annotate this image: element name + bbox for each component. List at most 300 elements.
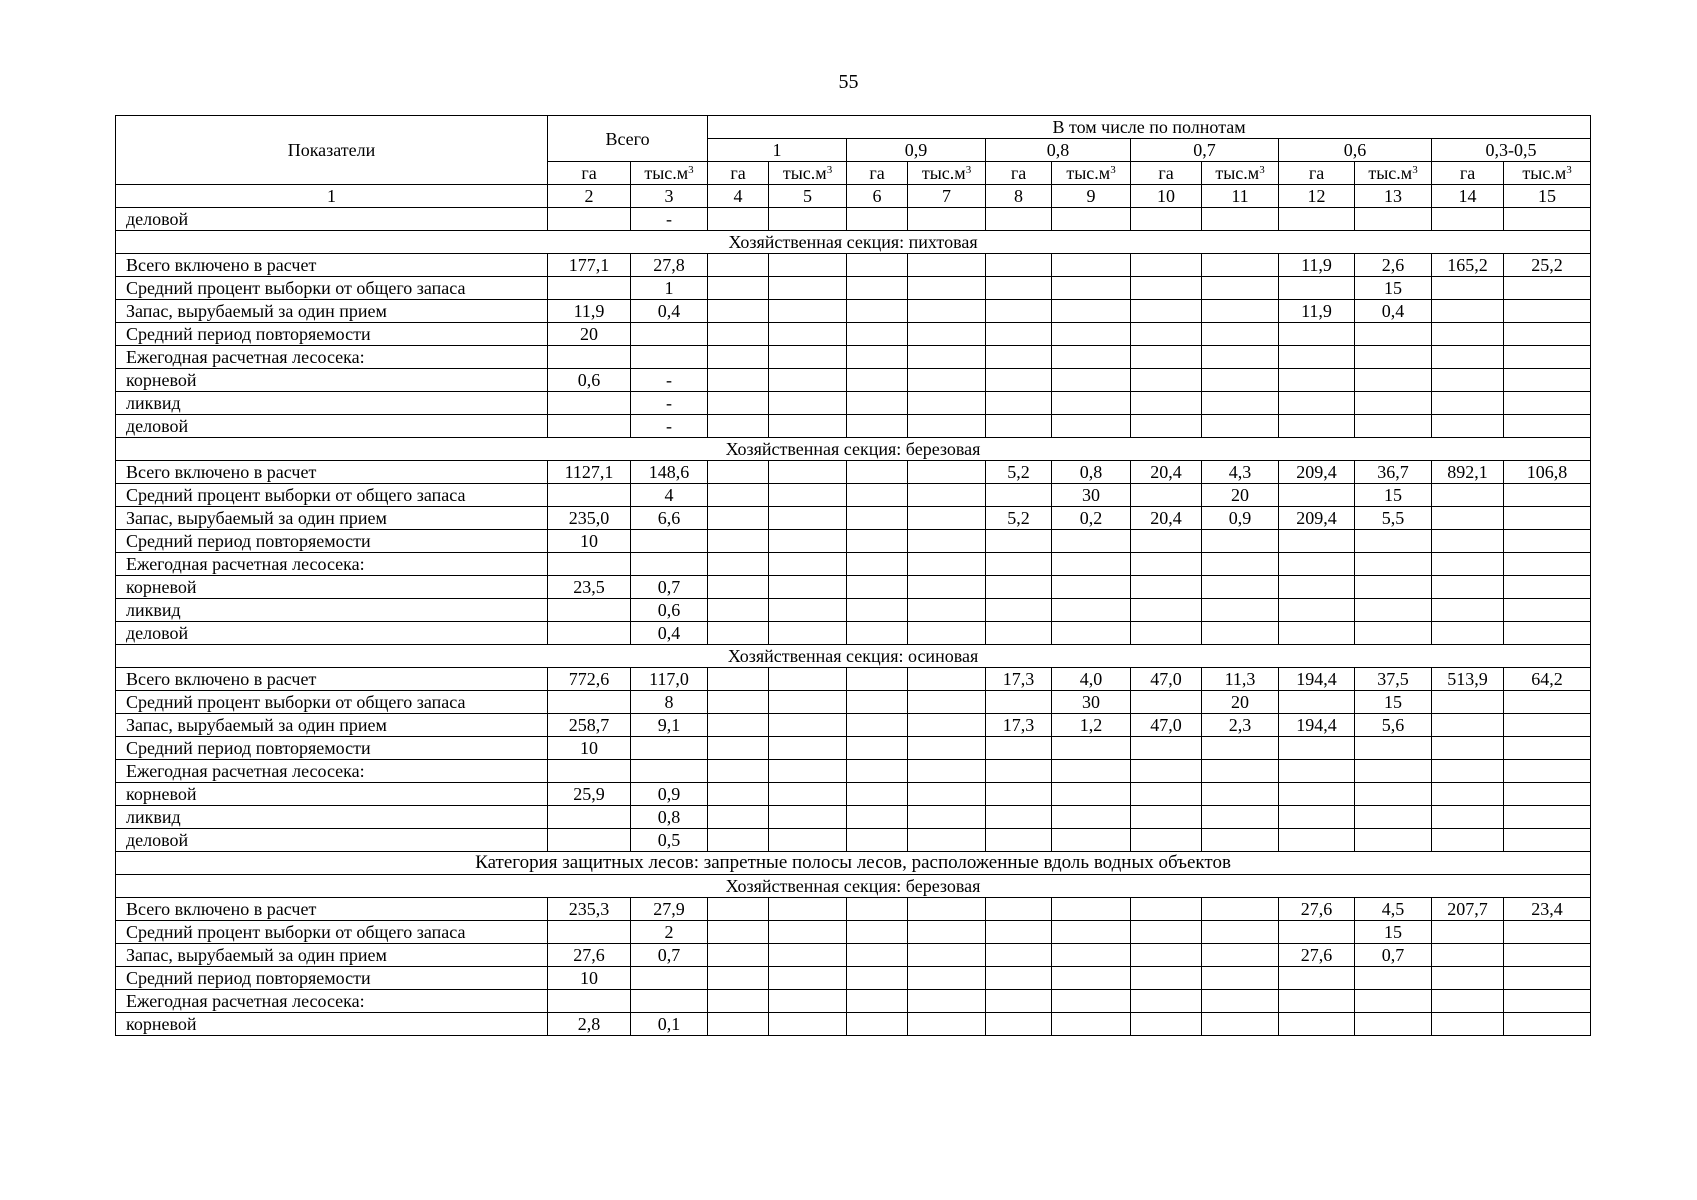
column-number: 5 [769,185,847,208]
table-cell [1355,208,1432,231]
table-cell [708,898,769,921]
row-label: Ежегодная расчетная лесосека: [116,990,548,1013]
table-cell [847,921,908,944]
table-row [116,898,1591,921]
table-cell: 258,7 [548,714,631,737]
table-cell [1279,806,1355,829]
row-label: ликвид [116,392,548,415]
row-label: корневой [116,576,548,599]
table-cell [769,484,847,507]
table-cell [1279,760,1355,783]
table-cell: 106,8 [1504,461,1591,484]
table-cell [1052,967,1131,990]
row-label: Запас, вырубаемый за один прием [116,507,548,530]
unit-thousand-m3-header [1504,162,1591,185]
table-cell: 36,7 [1355,461,1432,484]
table-cell [769,346,847,369]
table-cell [1052,277,1131,300]
table-cell [1355,415,1432,438]
table-cell [1202,806,1279,829]
table-cell [548,760,631,783]
table-cell [1202,392,1279,415]
table-cell: 4,5 [1355,898,1432,921]
table-row [116,622,1591,645]
table-cell [708,921,769,944]
table-cell [1432,208,1504,231]
table-cell: 0,7 [1355,944,1432,967]
density-header: 0,3-0,5 [1432,139,1591,162]
column-number: 3 [631,185,708,208]
table-cell [769,392,847,415]
table-cell [1432,507,1504,530]
table-cell [986,369,1052,392]
row-label: Средний период повторяемости [116,323,548,346]
table-cell [1504,714,1591,737]
table-cell [986,783,1052,806]
table-cell [1202,898,1279,921]
table-cell [1131,300,1202,323]
table-cell [908,323,986,346]
table-cell [908,277,986,300]
table-cell [769,1013,847,1036]
table-cell [908,990,986,1013]
table-cell [1131,921,1202,944]
table-cell [1202,277,1279,300]
table-cell [769,944,847,967]
table-cell [1504,990,1591,1013]
table-cell [908,760,986,783]
table-cell: 2 [631,921,708,944]
table-cell [986,829,1052,852]
table-cell [847,484,908,507]
table-cell [1355,576,1432,599]
row-label: Средний период повторяемости [116,530,548,553]
table-cell [708,622,769,645]
section-row [116,875,1591,898]
table-cell [1355,323,1432,346]
table-cell [708,691,769,714]
table-cell [1131,369,1202,392]
table-cell [847,208,908,231]
table-cell [708,300,769,323]
table-cell [1202,990,1279,1013]
table-cell [548,208,631,231]
table-cell [1504,967,1591,990]
unit-ha-header: га [1432,162,1504,185]
table-row [116,737,1591,760]
unit-superscript: 3 [1412,164,1418,176]
table-cell [1202,254,1279,277]
table-cell [1052,806,1131,829]
table-cell [1131,737,1202,760]
table-cell [908,300,986,323]
table-cell: 20 [548,323,631,346]
column-number: 10 [1131,185,1202,208]
table-cell [1432,806,1504,829]
table-cell: 0,8 [1052,461,1131,484]
table-cell [986,737,1052,760]
table-cell: 194,4 [1279,714,1355,737]
table-cell [908,346,986,369]
table-cell [548,990,631,1013]
table-cell [1355,829,1432,852]
section-title: Хозяйственная секция: осиновая [116,645,1591,668]
table-cell [1131,277,1202,300]
table-cell [1432,944,1504,967]
table-cell: 11,9 [1279,254,1355,277]
table-row [116,990,1591,1013]
table-cell [847,990,908,1013]
table-cell [1355,760,1432,783]
table-cell: 4 [631,484,708,507]
table-cell [548,484,631,507]
table-cell [1432,346,1504,369]
table-cell [908,944,986,967]
table-cell: 0,7 [631,576,708,599]
table-row [116,576,1591,599]
table-cell [1504,622,1591,645]
table-row [116,300,1591,323]
table-cell: 47,0 [1131,714,1202,737]
table-cell: 892,1 [1432,461,1504,484]
table-cell [1202,599,1279,622]
table-cell [986,254,1052,277]
row-label: Всего включено в расчет [116,254,548,277]
table-cell [1504,369,1591,392]
table-cell: 0,5 [631,829,708,852]
table-cell [1202,967,1279,990]
table-cell [1131,898,1202,921]
table-cell [908,553,986,576]
table-cell [847,530,908,553]
table-cell: - [631,208,708,231]
table-cell [769,622,847,645]
column-number: 14 [1432,185,1504,208]
table-cell [708,829,769,852]
table-cell [847,714,908,737]
table-cell [1432,737,1504,760]
row-label: деловой [116,208,548,231]
table-cell: 207,7 [1432,898,1504,921]
table-cell: 165,2 [1432,254,1504,277]
table-cell [769,921,847,944]
table-cell [631,737,708,760]
table-cell [769,806,847,829]
table-cell [847,1013,908,1036]
table-cell: 10 [548,737,631,760]
table-cell [1355,990,1432,1013]
table-cell [1279,484,1355,507]
table-cell [708,553,769,576]
table-cell [1052,323,1131,346]
table-cell [1131,576,1202,599]
table-cell [769,576,847,599]
table-cell: 513,9 [1432,668,1504,691]
table-cell [769,829,847,852]
table-cell [1355,530,1432,553]
table-cell [708,944,769,967]
table-cell [908,415,986,438]
table-cell: 23,5 [548,576,631,599]
table-cell [708,369,769,392]
section-row [116,438,1591,461]
table-cell: 20,4 [1131,461,1202,484]
table-cell [908,691,986,714]
unit-thousand-m-text: тыс.м [1215,163,1260,183]
row-label: Средний процент выборки от общего запаса [116,277,548,300]
table-cell [1052,921,1131,944]
unit-superscript: 3 [965,164,972,176]
table-cell [708,254,769,277]
row-label: Всего включено в расчет [116,898,548,921]
unit-ha-header: га [708,162,769,185]
table-cell [1131,990,1202,1013]
table-cell [1279,737,1355,760]
table-cell [1355,553,1432,576]
table-cell: 15 [1355,277,1432,300]
table-cell: 5,5 [1355,507,1432,530]
table-cell [548,691,631,714]
table-cell [1131,806,1202,829]
table-cell: 0,4 [1355,300,1432,323]
table-cell [1131,346,1202,369]
table-cell [908,737,986,760]
table-cell [986,530,1052,553]
table-cell [986,622,1052,645]
row-label: Средний период повторяемости [116,737,548,760]
table-cell [1131,783,1202,806]
table-cell [908,967,986,990]
table-cell [548,829,631,852]
table-cell [908,829,986,852]
table-cell [908,530,986,553]
table-cell [847,599,908,622]
table-cell: 0,6 [548,369,631,392]
table-cell [1279,1013,1355,1036]
table-cell [1504,806,1591,829]
unit-superscript: 3 [826,164,833,176]
table-cell [769,668,847,691]
table-cell: 27,6 [1279,944,1355,967]
table-cell: 17,3 [986,668,1052,691]
table-row [116,369,1591,392]
table-cell [1432,1013,1504,1036]
table-cell: 0,2 [1052,507,1131,530]
table-cell: 209,4 [1279,507,1355,530]
row-label: корневой [116,369,548,392]
table-cell [1202,369,1279,392]
table-cell [1202,346,1279,369]
table-cell [1279,967,1355,990]
table-cell [986,967,1052,990]
table-cell [769,530,847,553]
table-cell [769,691,847,714]
table-cell [1052,346,1131,369]
table-cell [1355,622,1432,645]
table-cell [847,806,908,829]
table-cell [1432,392,1504,415]
table-cell: 235,0 [548,507,631,530]
table-cell: 20,4 [1131,507,1202,530]
table-cell [1355,1013,1432,1036]
table-cell [1504,323,1591,346]
table-cell [1504,415,1591,438]
table-cell [1279,691,1355,714]
table-cell [908,898,986,921]
row-label: Ежегодная расчетная лесосека: [116,760,548,783]
table-cell: 1127,1 [548,461,631,484]
table-cell [1052,415,1131,438]
table-cell [1432,921,1504,944]
unit-ha-header: га [1279,162,1355,185]
table-cell [908,461,986,484]
unit-thousand-m3-header [1355,162,1432,185]
table-cell [708,714,769,737]
table-row [116,254,1591,277]
row-label: Запас, вырубаемый за один прием [116,714,548,737]
table-cell [847,783,908,806]
table-cell [908,507,986,530]
table-cell: 47,0 [1131,668,1202,691]
density-header: 0,9 [847,139,986,162]
table-cell [1202,576,1279,599]
table-cell: 15 [1355,691,1432,714]
unit-thousand-m3-header [631,162,708,185]
table-body [116,208,1591,1036]
table-cell: 2,3 [1202,714,1279,737]
table-cell [1432,691,1504,714]
table-cell [986,806,1052,829]
table-cell [708,668,769,691]
table-cell [1504,553,1591,576]
table-cell [986,392,1052,415]
column-number-row [116,185,1591,208]
table-cell [1202,760,1279,783]
table-cell [847,369,908,392]
table-cell [1279,576,1355,599]
table-cell [1279,921,1355,944]
table-cell [1504,944,1591,967]
table-cell [1504,392,1591,415]
row-label: деловой [116,829,548,852]
table-cell: 4,3 [1202,461,1279,484]
table-cell [847,576,908,599]
table-cell [1504,300,1591,323]
column-number: 2 [548,185,631,208]
table-cell: 8 [631,691,708,714]
unit-ha-header: га [548,162,631,185]
table-cell [1355,599,1432,622]
table-cell [986,944,1052,967]
table-cell [769,323,847,346]
table-cell [847,668,908,691]
table-cell: 772,6 [548,668,631,691]
table-cell [1432,576,1504,599]
table-cell [1202,829,1279,852]
table-cell [708,507,769,530]
table-cell [1052,530,1131,553]
header-including-by-density: В том числе по полнотам [708,116,1591,139]
table-cell [1052,208,1131,231]
unit-thousand-m3-header [1202,162,1279,185]
table-cell: 177,1 [548,254,631,277]
table-cell [548,346,631,369]
density-header: 0,8 [986,139,1131,162]
table-row [116,323,1591,346]
table-cell [1432,599,1504,622]
table-cell [986,898,1052,921]
unit-thousand-m-text: тыс.м [921,163,966,183]
table-cell [908,576,986,599]
table-cell [1432,967,1504,990]
unit-thousand-m-text: тыс.м [782,163,827,183]
section-title: Хозяйственная секция: березовая [116,875,1591,898]
table-cell [847,760,908,783]
table-cell [908,254,986,277]
column-number: 15 [1504,185,1591,208]
table-cell [908,208,986,231]
table-cell [847,346,908,369]
unit-thousand-m-text: тыс.м [1522,163,1567,183]
table-cell [908,622,986,645]
table-row [116,507,1591,530]
table-cell [1202,553,1279,576]
table-cell [986,300,1052,323]
table-cell [1131,553,1202,576]
table-cell [908,392,986,415]
table-cell [708,576,769,599]
table-cell [769,277,847,300]
row-label: Средний процент выборки от общего запаса [116,921,548,944]
table-cell [708,208,769,231]
table-cell [986,760,1052,783]
table-cell [708,323,769,346]
table-cell [847,737,908,760]
table-cell [1131,323,1202,346]
table-cell [1504,783,1591,806]
table-cell: 0,7 [631,944,708,967]
table-cell [631,760,708,783]
table-cell [1504,346,1591,369]
forest-calculation-table [115,115,1591,1036]
table-cell [1432,553,1504,576]
table-cell: 27,6 [1279,898,1355,921]
unit-ha-header: га [986,162,1052,185]
table-cell: 25,2 [1504,254,1591,277]
table-row [116,714,1591,737]
column-number: 13 [1355,185,1432,208]
table-cell [1279,622,1355,645]
table-cell [708,415,769,438]
table-cell [847,254,908,277]
table-cell [1279,392,1355,415]
table-cell [708,737,769,760]
table-cell [1432,277,1504,300]
table-cell: 37,5 [1355,668,1432,691]
table-cell [1131,484,1202,507]
row-label: Средний процент выборки от общего запаса [116,691,548,714]
table-cell [769,208,847,231]
table-cell [631,530,708,553]
table-row [116,484,1591,507]
table-cell [1432,760,1504,783]
table-cell [847,829,908,852]
table-row [116,783,1591,806]
table-cell [1202,208,1279,231]
table-cell [1202,737,1279,760]
unit-thousand-m3-header [908,162,986,185]
table-cell [769,461,847,484]
